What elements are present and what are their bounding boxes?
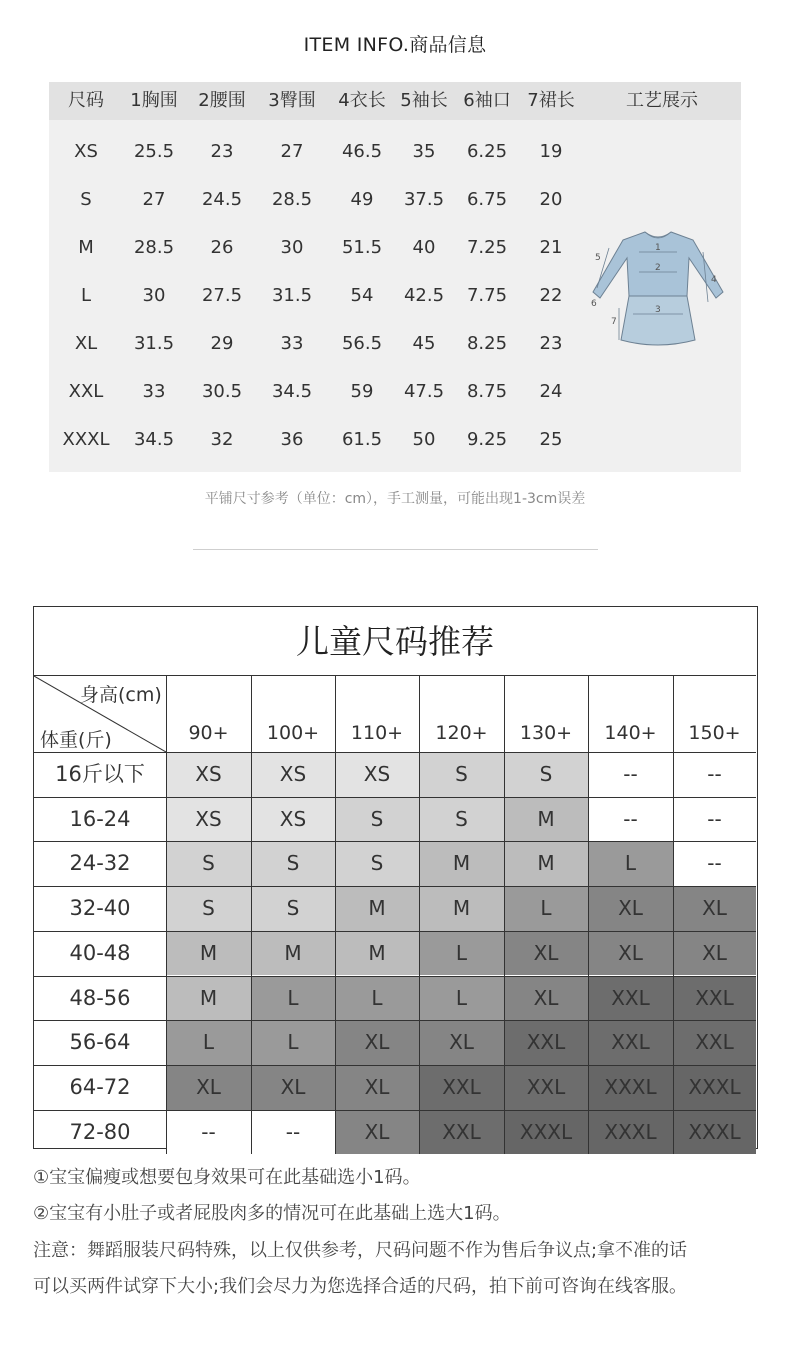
size-recommendation-cell: L bbox=[419, 976, 504, 1021]
size-header-2: 2腰围 bbox=[198, 90, 246, 111]
grid-column-line bbox=[335, 676, 336, 1154]
size-row-label: XS bbox=[74, 141, 98, 162]
weight-row-label: 40-48 bbox=[69, 940, 131, 965]
size-recommendation-cell: M bbox=[335, 931, 419, 976]
size-recommendation-cell: XXL bbox=[419, 1065, 504, 1110]
size-recommendation-cell: XS bbox=[251, 752, 335, 797]
size-value: 8.25 bbox=[466, 333, 508, 354]
footnote-line: ②宝宝有小肚子或者屁股肉多的情况可在此基础上选大1码。 bbox=[33, 1203, 511, 1224]
size-recommendation-cell: L bbox=[419, 931, 504, 976]
size-value: 31.5 bbox=[133, 333, 175, 354]
size-value: 30.5 bbox=[201, 381, 243, 402]
size-header-7: 7裙长 bbox=[527, 90, 575, 111]
size-recommendation-cell: -- bbox=[251, 1110, 335, 1155]
grid-column-line bbox=[166, 676, 167, 1154]
size-value: 26 bbox=[210, 237, 234, 258]
size-value: 61.5 bbox=[341, 429, 383, 450]
size-recommendation-cell: XXL bbox=[419, 1110, 504, 1155]
size-recommendation-cell: XL bbox=[673, 931, 756, 976]
grid-row-line bbox=[34, 1065, 756, 1066]
item-info-title: ITEM INFO.商品信息 bbox=[303, 34, 487, 56]
size-recommendation-cell: XXL bbox=[504, 1065, 588, 1110]
size-recommendation-cell: S bbox=[335, 797, 419, 842]
kids-size-recommendation-grid bbox=[33, 606, 758, 1149]
section-divider bbox=[193, 549, 598, 550]
size-value: 50 bbox=[412, 429, 436, 450]
height-axis-label: 身高(cm) bbox=[80, 684, 162, 706]
size-recommendation-cell: XXXL bbox=[673, 1110, 756, 1155]
weight-row-label: 56-64 bbox=[69, 1030, 131, 1055]
size-header-0: 尺码 bbox=[68, 90, 104, 111]
size-recommendation-cell: M bbox=[335, 886, 419, 931]
size-value: 24 bbox=[539, 381, 563, 402]
size-recommendation-cell: M bbox=[251, 931, 335, 976]
sketch-label-chest: 1 bbox=[655, 243, 661, 253]
size-value: 30 bbox=[142, 285, 166, 306]
size-recommendation-cell: L bbox=[588, 841, 673, 886]
size-value: 25 bbox=[539, 429, 563, 450]
size-value: 46.5 bbox=[341, 141, 383, 162]
size-recommendation-cell: L bbox=[251, 1020, 335, 1065]
grid-row-line bbox=[34, 931, 756, 932]
size-value: 47.5 bbox=[403, 381, 445, 402]
size-recommendation-cell: XL bbox=[335, 1110, 419, 1155]
size-recommendation-cell: M bbox=[504, 797, 588, 842]
weight-axis-label: 体重(斤) bbox=[40, 729, 112, 751]
size-recommendation-cell: XXL bbox=[673, 1020, 756, 1065]
size-recommendation-cell: S bbox=[419, 797, 504, 842]
size-recommendation-cell: -- bbox=[673, 752, 756, 797]
sketch-label-waist: 2 bbox=[655, 263, 661, 273]
size-value: 7.75 bbox=[466, 285, 508, 306]
size-value: 34.5 bbox=[271, 381, 313, 402]
size-recommendation-cell: S bbox=[166, 886, 251, 931]
size-recommendation-cell: XL bbox=[588, 886, 673, 931]
size-header-1: 1胸围 bbox=[130, 90, 178, 111]
size-value: 19 bbox=[539, 141, 563, 162]
weight-row-label: 48-56 bbox=[69, 985, 131, 1010]
grid-row-line bbox=[34, 841, 756, 842]
size-row-label: L bbox=[80, 285, 92, 306]
size-value: 24.5 bbox=[201, 189, 243, 210]
size-recommendation-cell: XXXL bbox=[588, 1110, 673, 1155]
size-recommendation-cell: -- bbox=[588, 797, 673, 842]
size-row-label: XXL bbox=[68, 381, 104, 402]
weight-row-label: 16-24 bbox=[69, 806, 131, 831]
size-recommendation-cell: S bbox=[251, 841, 335, 886]
size-value: 33 bbox=[142, 381, 166, 402]
size-recommendation-cell: L bbox=[335, 976, 419, 1021]
footnote-line: 注意：舞蹈服装尺码特殊，以上仅供参考，尺码问题不作为售后争议点;拿不准的话 bbox=[33, 1240, 688, 1261]
size-recommendation-cell: XXL bbox=[504, 1020, 588, 1065]
sketch-label-hip: 3 bbox=[655, 305, 661, 315]
size-recommendation-cell: S bbox=[335, 841, 419, 886]
size-recommendation-cell: L bbox=[251, 976, 335, 1021]
size-value: 59 bbox=[350, 381, 374, 402]
size-value: 45 bbox=[412, 333, 436, 354]
size-value: 35 bbox=[412, 141, 436, 162]
height-header: 140+ bbox=[604, 722, 657, 744]
size-value: 36 bbox=[280, 429, 304, 450]
size-value: 34.5 bbox=[133, 429, 175, 450]
size-recommendation-cell: L bbox=[504, 886, 588, 931]
size-header-6: 6袖口 bbox=[463, 90, 511, 111]
sketch-label-skirt: 7 bbox=[611, 317, 617, 327]
size-recommendation-cell: XS bbox=[335, 752, 419, 797]
grid-column-line bbox=[588, 676, 589, 1154]
size-recommendation-cell: S bbox=[166, 841, 251, 886]
grid-row-line bbox=[34, 797, 756, 798]
footnote-line: 可以买两件试穿下大小;我们会尽力为您选择合适的尺码，拍下前可咨询在线客服。 bbox=[33, 1276, 688, 1297]
sketch-label-sleeve: 5 bbox=[595, 253, 601, 263]
grid-row-line bbox=[34, 886, 756, 887]
size-value: 32 bbox=[210, 429, 234, 450]
grid-column-line bbox=[673, 676, 674, 1154]
grid-column-line bbox=[504, 676, 505, 1154]
grid-row-line bbox=[34, 1020, 756, 1021]
weight-row-label: 64-72 bbox=[69, 1074, 131, 1099]
size-recommendation-cell: XL bbox=[251, 1065, 335, 1110]
size-value: 33 bbox=[280, 333, 304, 354]
size-recommendation-cell: M bbox=[504, 841, 588, 886]
size-recommendation-cell: XXL bbox=[673, 976, 756, 1021]
size-recommendation-cell: M bbox=[166, 931, 251, 976]
size-recommendation-cell: M bbox=[419, 886, 504, 931]
size-recommendation-cell: XS bbox=[251, 797, 335, 842]
size-header-4: 4衣长 bbox=[338, 90, 386, 111]
height-header: 110+ bbox=[350, 722, 404, 744]
size-value: 25.5 bbox=[133, 141, 175, 162]
grid-row-line bbox=[34, 1110, 756, 1111]
size-recommendation-cell: XS bbox=[166, 752, 251, 797]
size-recommendation-cell: -- bbox=[673, 797, 756, 842]
size-recommendation-cell: M bbox=[166, 976, 251, 1021]
height-header: 130+ bbox=[519, 722, 573, 744]
size-value: 54 bbox=[350, 285, 374, 306]
size-header-3: 3臀围 bbox=[268, 90, 316, 111]
size-value: 27.5 bbox=[201, 285, 243, 306]
height-header: 120+ bbox=[435, 722, 488, 744]
size-recommendation-cell: L bbox=[166, 1020, 251, 1065]
size-header-5: 5袖长 bbox=[400, 90, 448, 111]
size-value: 49 bbox=[350, 189, 374, 210]
height-header: 150+ bbox=[688, 722, 741, 744]
size-value: 9.25 bbox=[466, 429, 508, 450]
size-recommendation-cell: XXL bbox=[588, 1020, 673, 1065]
size-value: 37.5 bbox=[403, 189, 445, 210]
size-header-8: 工艺展示 bbox=[626, 90, 698, 111]
grid-row-line bbox=[34, 752, 756, 753]
size-recommendation-cell: XXL bbox=[588, 976, 673, 1021]
size-value: 7.25 bbox=[466, 237, 508, 258]
size-recommendation-cell: S bbox=[251, 886, 335, 931]
size-value: 29 bbox=[210, 333, 234, 354]
sketch-label-cuff: 6 bbox=[591, 299, 597, 309]
measurement-note: 平铺尺寸参考（单位：cm），手工测量，可能出现1-3cm误差 bbox=[204, 491, 586, 507]
size-recommendation-cell: XL bbox=[166, 1065, 251, 1110]
size-info-table bbox=[49, 82, 741, 472]
size-value: 20 bbox=[539, 189, 563, 210]
size-recommendation-cell: XL bbox=[335, 1020, 419, 1065]
size-row-label: M bbox=[78, 237, 94, 258]
size-recommendation-cell: -- bbox=[673, 841, 756, 886]
size-value: 27 bbox=[280, 141, 304, 162]
height-header: 90+ bbox=[188, 722, 229, 744]
size-value: 28.5 bbox=[133, 237, 175, 258]
size-value: 56.5 bbox=[341, 333, 383, 354]
height-header: 100+ bbox=[266, 722, 320, 744]
size-recommendation-cell: XL bbox=[419, 1020, 504, 1065]
size-recommendation-cell: XL bbox=[335, 1065, 419, 1110]
size-recommendation-cell: XL bbox=[504, 976, 588, 1021]
size-value: 6.25 bbox=[466, 141, 508, 162]
size-row-label: S bbox=[80, 189, 92, 210]
size-value: 23 bbox=[539, 333, 563, 354]
size-recommendation-cell: -- bbox=[588, 752, 673, 797]
size-value: 30 bbox=[280, 237, 304, 258]
size-row-label: XL bbox=[74, 333, 98, 354]
size-recommendation-cell: M bbox=[419, 841, 504, 886]
size-value: 27 bbox=[142, 189, 166, 210]
footnote-line: ①宝宝偏瘦或想要包身效果可在此基础选小1码。 bbox=[33, 1167, 421, 1188]
size-recommendation-cell: XXXL bbox=[673, 1065, 756, 1110]
grid-column-line bbox=[419, 676, 420, 1154]
size-value: 40 bbox=[412, 237, 436, 258]
sketch-label-length: 4 bbox=[711, 275, 717, 285]
size-recommendation-cell: -- bbox=[166, 1110, 251, 1155]
size-recommendation-cell: XXXL bbox=[588, 1065, 673, 1110]
size-recommendation-cell: XL bbox=[588, 931, 673, 976]
size-recommendation-cell: XS bbox=[166, 797, 251, 842]
size-value: 23 bbox=[210, 141, 234, 162]
size-recommendation-cell: XL bbox=[673, 886, 756, 931]
weight-row-label: 32-40 bbox=[69, 896, 131, 921]
size-value: 6.75 bbox=[466, 189, 508, 210]
size-recommendation-cell: XL bbox=[504, 931, 588, 976]
weight-row-label: 72-80 bbox=[69, 1119, 131, 1144]
weight-row-label: 24-32 bbox=[69, 851, 131, 876]
size-row-label: XXXL bbox=[62, 429, 110, 450]
size-value: 22 bbox=[539, 285, 563, 306]
size-recommendation-cell: S bbox=[419, 752, 504, 797]
size-value: 28.5 bbox=[271, 189, 313, 210]
size-value: 31.5 bbox=[271, 285, 313, 306]
size-value: 21 bbox=[539, 237, 563, 258]
size-value: 42.5 bbox=[403, 285, 445, 306]
grid-column-line bbox=[251, 676, 252, 1154]
size-value: 51.5 bbox=[341, 237, 383, 258]
garment-measurement-sketch bbox=[583, 222, 733, 352]
weight-row-label: 16斤以下 bbox=[55, 762, 145, 786]
size-value: 8.75 bbox=[466, 381, 508, 402]
grid-row-line bbox=[34, 976, 756, 977]
grid-title: 儿童尺码推荐 bbox=[34, 607, 756, 676]
size-recommendation-cell: S bbox=[504, 752, 588, 797]
size-recommendation-cell: XXXL bbox=[504, 1110, 588, 1155]
